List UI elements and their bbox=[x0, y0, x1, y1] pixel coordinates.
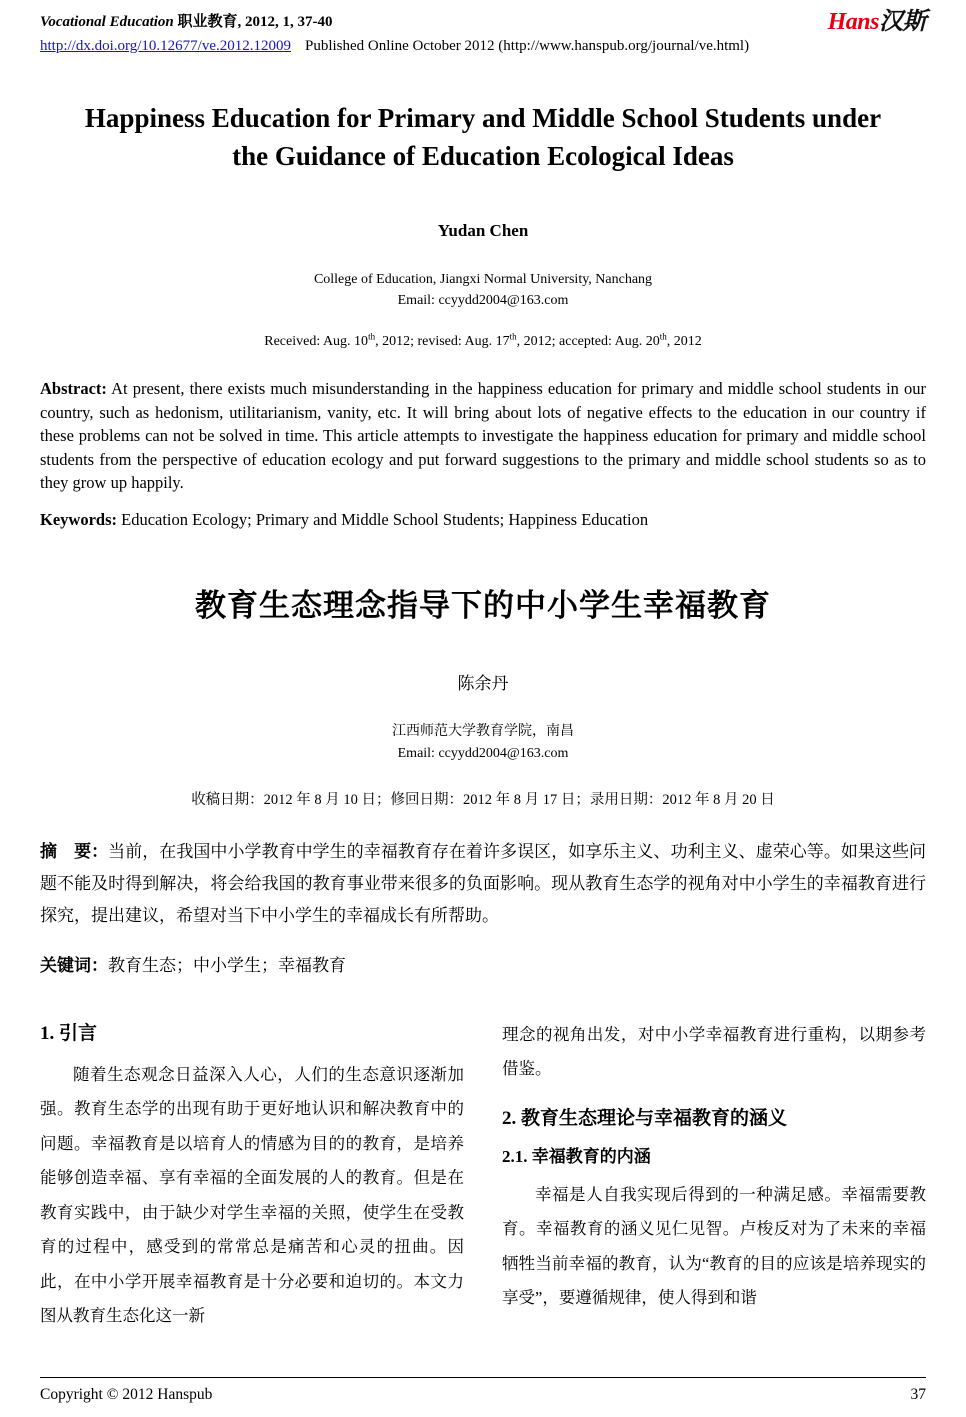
chinese-abstract-label: 摘 要： bbox=[40, 841, 109, 861]
keywords-text: Education Ecology; Primary and Middle School Students; Happiness Education bbox=[117, 509, 649, 529]
received-sup: th bbox=[659, 331, 667, 342]
english-affiliation: College of Education, Jiangxi Normal University, Nanchang bbox=[313, 272, 653, 287]
chinese-email: Email: ccyydd2004@163.com bbox=[397, 745, 569, 761]
keywords-label: Keywords: bbox=[40, 509, 117, 529]
copyright-text: Copyright © 2012 Hanspub bbox=[40, 1386, 213, 1403]
section-1-paragraph: 随着生态观念日益深入人心，人们的生态意识逐渐加强。教育生态学的出现有助于更好地认识和解决教育中的问题。幸福教育是以培育人的情感为目的的教育，是培养能够创造幸福、享有幸福的全面发展的人的教育。但是在教育实践中，由于缺少对学生幸福的关照，使学生在受教育的过程中，感受到的常常总是痛苦和心灵的扭曲。因此，在中小学开展幸福教育是十分必要和迫切的。本文力图从教育生态化这一新 bbox=[40, 1064, 464, 1325]
section-2-1-heading: 2.1. 幸福教育的内涵 bbox=[502, 1146, 651, 1166]
chinese-dates-line: 收稿日期：2012 年 8 月 10 日；修回日期：2012 年 8 月 17 日；录用日期：2012 年 8 月 20 日 bbox=[191, 791, 775, 808]
chinese-title: 教育生态理念指导下的中小学生幸福教育 bbox=[195, 587, 771, 623]
received-part: , 2012 bbox=[666, 334, 702, 349]
hans-logo-cn: 汉斯 bbox=[879, 9, 926, 35]
chinese-abstract bbox=[40, 836, 926, 932]
journal-citation bbox=[40, 10, 333, 31]
english-affiliation-block bbox=[40, 269, 926, 311]
page-footer bbox=[40, 1377, 926, 1404]
chinese-keywords bbox=[40, 951, 926, 976]
continuation-paragraph: 理念的视角出发，对中小学幸福教育进行重构，以期参考借鉴。 bbox=[502, 1024, 926, 1078]
section-1-heading: 1. 引言 bbox=[40, 1022, 98, 1044]
chinese-keywords-label: 关键词： bbox=[40, 955, 108, 975]
received-line bbox=[40, 331, 926, 350]
received-sup: th bbox=[509, 331, 517, 342]
english-email: Email: ccyydd2004@163.com bbox=[397, 293, 569, 308]
section-2-heading: 2. 教育生态理论与幸福教育的涵义 bbox=[502, 1107, 788, 1129]
right-column bbox=[502, 1018, 926, 1334]
body-columns bbox=[40, 1018, 926, 1334]
chinese-affiliation-block bbox=[40, 721, 926, 765]
abstract-text: At present, there exists much misunderstanding in the happiness education for primary and middle school students in our country, such as hedonism, utilitarianism, vanity, etc. It will bring about lots of negative effects to the education in our country if these problems can not be solved in time. This article attempts to investigate the happiness education for primary and middle school students from the perspective of education ecology and put forward suggestions to the primary and middle school students so as to they grow up happily. bbox=[40, 379, 926, 492]
received-part: , 2012; accepted: Aug. 20 bbox=[516, 334, 660, 349]
received-part: , 2012; revised: Aug. 17 bbox=[375, 334, 510, 349]
chinese-keywords-text: 教育生态；中小学生；幸福教育 bbox=[108, 955, 346, 975]
hans-logo bbox=[828, 10, 926, 34]
chinese-affiliation: 江西师范大学教育学院，南昌 bbox=[392, 723, 574, 739]
english-keywords bbox=[40, 510, 926, 530]
english-abstract bbox=[40, 377, 926, 495]
journal-header bbox=[40, 10, 926, 34]
doi-line bbox=[40, 38, 926, 55]
english-title: Happiness Education for Primary and Middle School Students under the Guidance of Education Ecological Ideas bbox=[84, 103, 882, 171]
left-column bbox=[40, 1018, 464, 1334]
abstract-label: Abstract: bbox=[40, 379, 107, 398]
received-part: Received: Aug. 10 bbox=[264, 334, 369, 349]
journal-name: Vocational Education bbox=[40, 14, 174, 30]
hans-logo-latin: Hans bbox=[827, 9, 879, 35]
doi-link[interactable]: http://dx.doi.org/10.12677/ve.2012.12009 bbox=[40, 38, 291, 54]
chinese-abstract-text: 当前，在我国中小学教育中学生的幸福教育存在着许多误区，如享乐主义、功利主义、虚荣心等。如果这些问题不能及时得到解决，将会给我国的教育事业带来很多的负面影响。现从教育生态学的视角对中小学生的幸福教育进行探究，提出建议，希望对当下中小学生的幸福成长有所帮助。 bbox=[40, 841, 927, 925]
english-author: Yudan Chen bbox=[437, 221, 529, 240]
chinese-author: 陈余丹 bbox=[457, 673, 509, 693]
received-sup: th bbox=[368, 331, 376, 342]
section-2-1-paragraph: 幸福是人自我实现后得到的一种满足感。幸福需要教育。幸福教育的涵义见仁见智。卢梭反对为了未来的幸福牺牲当前幸福的教育，认为“教育的目的应该是培养现实的享受”，要遵循规律，使人得到和谐 bbox=[502, 1184, 926, 1307]
page-number: 37 bbox=[910, 1386, 926, 1403]
journal-issue: 职业教育, 2012, 1, 37-40 bbox=[173, 14, 333, 30]
published-online-text: Published Online October 2012 (http://www.hanspub.org/journal/ve.html) bbox=[304, 38, 750, 54]
